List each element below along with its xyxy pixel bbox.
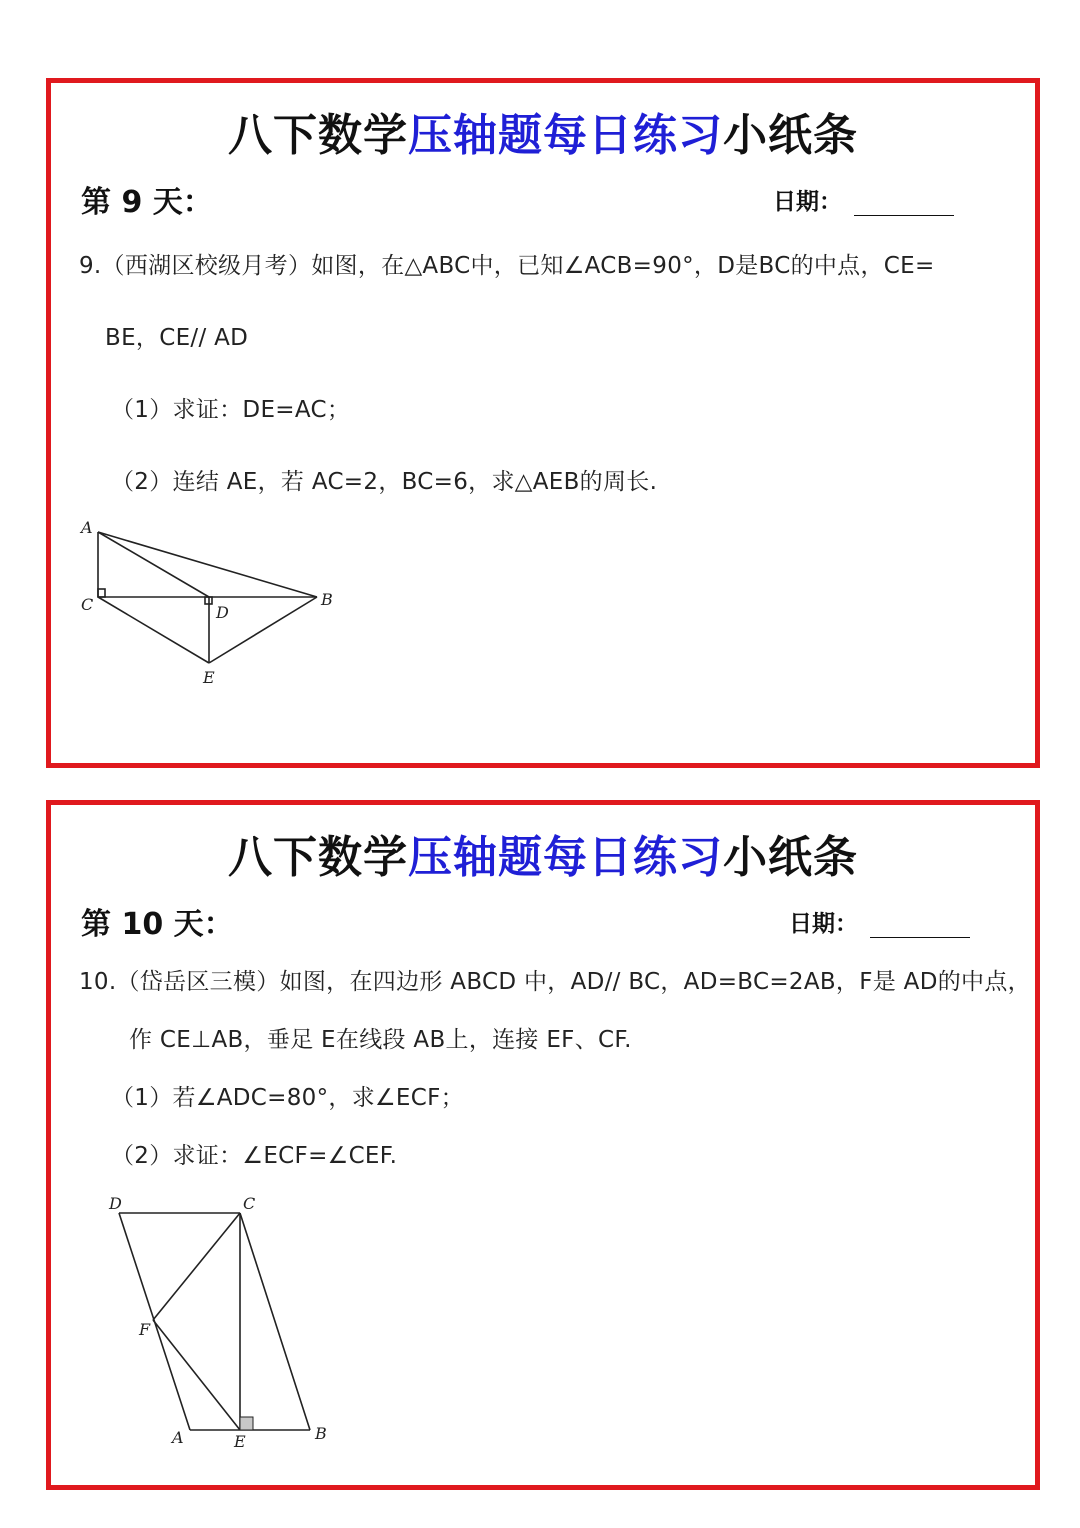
date-label: 日期：	[789, 911, 858, 937]
day-label: 第 9 天：	[81, 185, 213, 220]
point-label-f: F	[139, 1320, 151, 1339]
question-2: （2）求证：∠ECF=∠CEF.	[111, 1143, 398, 1169]
question-1: （1）若∠ADC=80°，求∠ECF；	[111, 1085, 464, 1111]
point-label-d: D	[109, 1194, 122, 1213]
segment-cb	[240, 1213, 310, 1430]
right-angle-mark-e	[240, 1417, 253, 1430]
title-part-3: 小纸条	[723, 110, 858, 161]
segment-ab	[98, 532, 317, 597]
right-angle-mark-c	[98, 589, 105, 597]
point-label-e: E	[203, 668, 215, 687]
segment-fc	[153, 1213, 240, 1320]
problem-line-2: 作 CE⊥AB，垂足 E在线段 AB上，连接 EF、CF.	[129, 1027, 632, 1053]
segment-ad	[98, 532, 209, 597]
point-label-b: B	[315, 1424, 327, 1443]
problem-line-1: 10.（岱岳区三模）如图，在四边形 ABCD 中，AD// BC，AD=BC=2AB，F是 AD的中点，	[79, 969, 1031, 995]
title-part-2: 压轴题每日练习	[408, 832, 723, 883]
title-part-1: 八下数学	[228, 110, 408, 161]
date-label: 日期：	[773, 189, 842, 215]
point-label-d: D	[216, 603, 229, 622]
point-label-c: C	[81, 595, 94, 614]
point-label-b: B	[321, 590, 333, 609]
practice-card-day-10	[46, 800, 1040, 1490]
point-label-a: A	[172, 1428, 184, 1447]
point-label-e: E	[234, 1432, 246, 1451]
question-2: （2）连结 AE，若 AC=2，BC=6，求△AEB的周长.	[111, 469, 658, 495]
point-label-c: C	[243, 1194, 256, 1213]
practice-card-day-9	[46, 78, 1040, 768]
problem-line-1: 9.（西湖区校级月考）如图，在△ABC中，已知∠ACB=90°，D是BC的中点，CE=	[79, 253, 935, 279]
question-1: （1）求证：DE=AC；	[111, 397, 351, 423]
segment-ce	[98, 597, 209, 663]
point-label-a: A	[81, 518, 93, 537]
triangle-figure	[51, 83, 1045, 773]
day-label: 第 10 天：	[81, 907, 234, 942]
title-part-2: 压轴题每日练习	[408, 110, 723, 161]
segment-fe	[153, 1320, 240, 1430]
problem-line-2: BE，CE// AD	[105, 325, 249, 351]
title-part-3: 小纸条	[723, 832, 858, 883]
quadrilateral-figure	[51, 805, 1045, 1495]
title-part-1: 八下数学	[228, 832, 408, 883]
